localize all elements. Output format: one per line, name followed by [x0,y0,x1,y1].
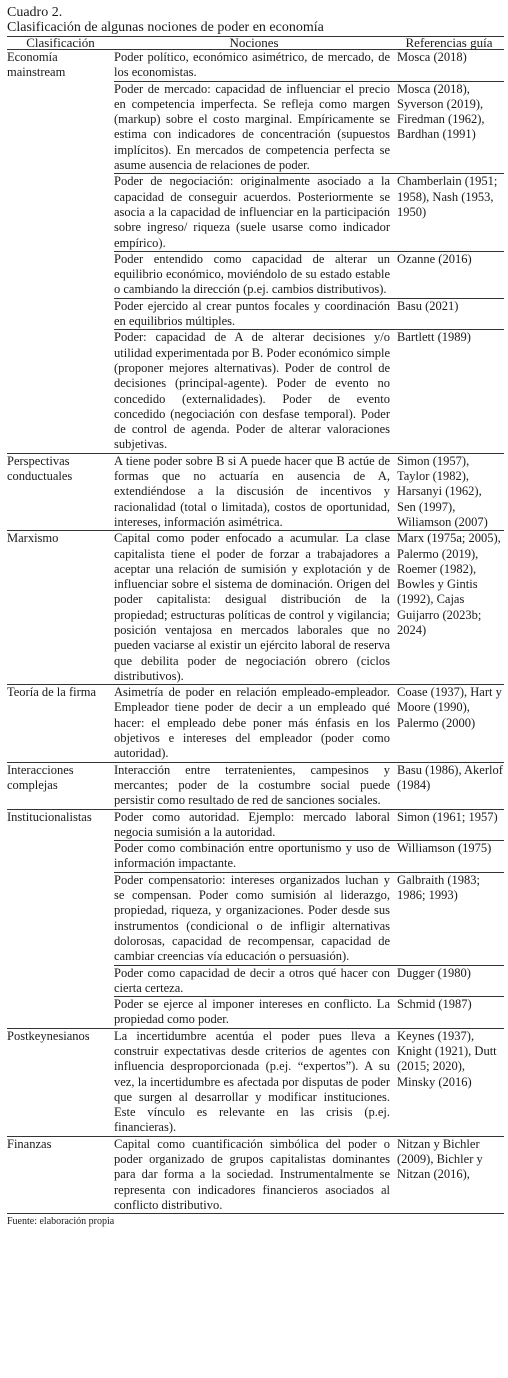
table-row [7,50,504,82]
cell-notion: Poder político, económico asimétrico, de mercado, de los economistas. [114,50,390,80]
cell-classification [7,298,114,330]
cell-classification: Institucionalistas [7,809,114,841]
table-header-row [7,37,504,50]
table-row [7,1136,504,1213]
cell-classification [7,174,114,251]
table-row [7,965,504,997]
table-row [7,1028,504,1136]
cell-reference: Simon (1957), Taylor (1982), Harsanyi (1962), Sen (1997), Wiliamson (2007) [394,453,504,530]
cell-classification [7,251,114,298]
table-title: Clasificación de algunas nociones de poder en economía [7,20,324,35]
cell-classification: Marxismo [7,531,114,685]
cell-reference: Simon (1961; 1957) [394,809,504,841]
table-row [7,174,504,251]
cell-notion: A tiene poder sobre B si A puede hacer que B actúe de formas que no actuaría en ausencia de A, extendiéndose a la discusión de incentivos y racionalidad (total o limitada), costos de oportunidad, intereses, información asimétrica. [114,453,394,530]
cell-notion: Poder como autoridad. Ejemplo: mercado laboral negocia sumisión a la autoridad. [114,809,394,841]
cell-reference: Basu (2021) [394,298,504,330]
cell-notion: Poder de mercado: capacidad de influenciar el precio en competencia imperfecta. Se refleja como margen (markup) sobre el costo marginal. Empíricamente se estima con indicadores de concentración (supuestos implícitos). En mercados de competencia perfecta se asume ausencia de relaciones de poder. [114,81,394,174]
cell-reference: Coase (1937), Hart y Moore (1990), Palermo (2000) [394,685,504,762]
header-clasificacion: Clasificación [7,37,114,50]
cell-reference: Basu (1986), Akerlof (1984) [394,762,504,809]
source-note: Fuente: elaboración propia [7,1216,115,1228]
table-row [7,841,504,873]
table-row [7,997,504,1029]
cell-notion: Interacción entre terratenientes, campesinos y mercantes; poder de la costumbre social puede persistir como resultado de red de sanciones sociales. [114,762,394,809]
cell-classification [7,841,114,873]
cell-classification [7,81,114,174]
header-referencias: Referencias guía [394,37,504,50]
cell-notion: Poder se ejerce al imponer intereses en conflicto. La propiedad como poder. [114,997,394,1029]
cell-reference: Ozanne (2016) [394,251,504,298]
table-row [7,453,504,530]
cell-classification: Finanzas [7,1136,114,1213]
table-row [7,762,504,809]
cell-reference: Dugger (1980) [394,965,504,997]
cell-reference: Marx (1975a; 2005), Palermo (2019), Roemer (1982), Bowles y Gintis (1992), Cajas Guijarro (2023b; 2024) [394,531,504,685]
cell-classification [7,872,114,965]
cell-notion: Capital como cuantificación simbólica del poder o poder organizado de grupos capitalistas dominantes para dar forma a la sociedad. Instrumentalmente se representa con indicadores financieros asociados al conflicto distributivo. [114,1136,394,1213]
cell-classification: Economía mainstream [7,50,66,80]
table-row [7,81,504,174]
table-row [7,809,504,841]
cell-classification: Postkeynesianos [7,1028,114,1136]
table-number: Cuadro 2. [7,5,63,20]
power-notions-table [7,36,504,1214]
cell-notion: Poder ejercido al crear puntos focales y coordinación en equilibrios múltiples. [114,298,394,330]
table-row [7,531,504,685]
cell-classification [7,965,114,997]
cell-notion: Poder compensatorio: intereses organizados luchan y se compensan. Poder como sumisión al liderazgo, propiedad, riqueza, y organizaciones. Poder desde sus instrumentos (condicional o de infligir alternativas dolorosas, capacidad de recompensar, capacidad de cambiar creencias vía educación o persuasión). [114,872,394,965]
table-row [7,298,504,330]
cell-notion: Capital como poder enfocado a acumular. La clase capitalista tiene el poder de forzar a trabajadores a aceptar una relación de sumisión y explotación y de influenciar sobre el sistema de dominación. Origen del poder capitalista: desigual distribución de la propiedad; estructuras políticas de control y vigilancia; posición ventajosa en mercados laborales que no pueden vaciarse al existir un ejército laboral de reserva que debilita poder de negociación obrero (ciclos distributivos). [114,531,394,685]
header-nociones: Nociones [114,37,394,50]
table-row [7,685,504,762]
cell-reference: Mosca (2018), Syverson (2019), Firedman (1962), Bardhan (1991) [394,81,504,174]
cell-notion: Poder como combinación entre oportunismo y uso de información impactante. [114,841,394,873]
cell-classification [7,997,114,1029]
cell-reference: Mosca (2018) [397,50,467,64]
table-row [7,251,504,298]
cell-reference: Nitzan y Bichler (2009), Bichler y Nitzan (2016), [394,1136,504,1213]
cell-notion: Poder entendido como capacidad de alterar un equilibrio económico, moviéndolo de su estado estable o cambiando la dirección (p.ej. cambios distributivos). [114,251,394,298]
cell-notion: Poder de negociación: originalmente asociado a la capacidad de conseguir acuerdos. Posteriormente se asocia a la capacidad de influenciar en la participación sobre ingreso/ riqueza (suele usarse como indicador empírico). [114,174,394,251]
cell-notion: Poder como capacidad de decir a otros qué hacer con cierta certeza. [114,965,394,997]
cell-classification: Teoría de la firma [7,685,114,762]
cell-reference: Keynes (1937), Knight (1921), Dutt (2015; 2020), Minsky (2016) [394,1028,504,1136]
cell-classification: Perspectivas conductuales [7,453,114,530]
table-row [7,330,504,453]
cell-reference: Bartlett (1989) [394,330,504,453]
cell-classification [7,330,114,453]
cell-reference: Williamson (1975) [394,841,504,873]
cell-reference: Schmid (1987) [394,997,504,1029]
cell-notion: Asimetría de poder en relación empleado-empleador. Empleador tiene poder de decir a un empleado qué hacer: el empleado debe poner más énfasis en los objetivos e intereses del empleador (poder como autoridad). [114,685,394,762]
table-row [7,872,504,965]
cell-classification: Interacciones complejas [7,762,114,809]
cell-notion: La incertidumbre acentúa el poder pues lleva a construir expectativas desde criterios de agentes con influencia desproporcionada (p.ej. “expertos”). A su vez, la incertidumbre es afectada por disputas de poder que surgen al desarrollar y modificar instituciones. Este vínculo es relevante en las crisis (p.ej. financieras). [114,1028,394,1136]
cell-reference: Galbraith (1983; 1986; 1993) [394,872,504,965]
cell-notion: Poder: capacidad de A de alterar decisiones y/o utilidad experimentada por B. Poder económico simple (proponer mejores alternativas). Poder de control de decisiones (principal-agente). Poder de evento no concedido (externalidades). Poder de evento concedido (negociación con desfase temporal). Poder de control de agenda. Poder de alterar valoraciones subjetivas. [114,330,394,453]
cell-reference: Chamberlain (1951; 1958), Nash (1953, 1950) [394,174,504,251]
